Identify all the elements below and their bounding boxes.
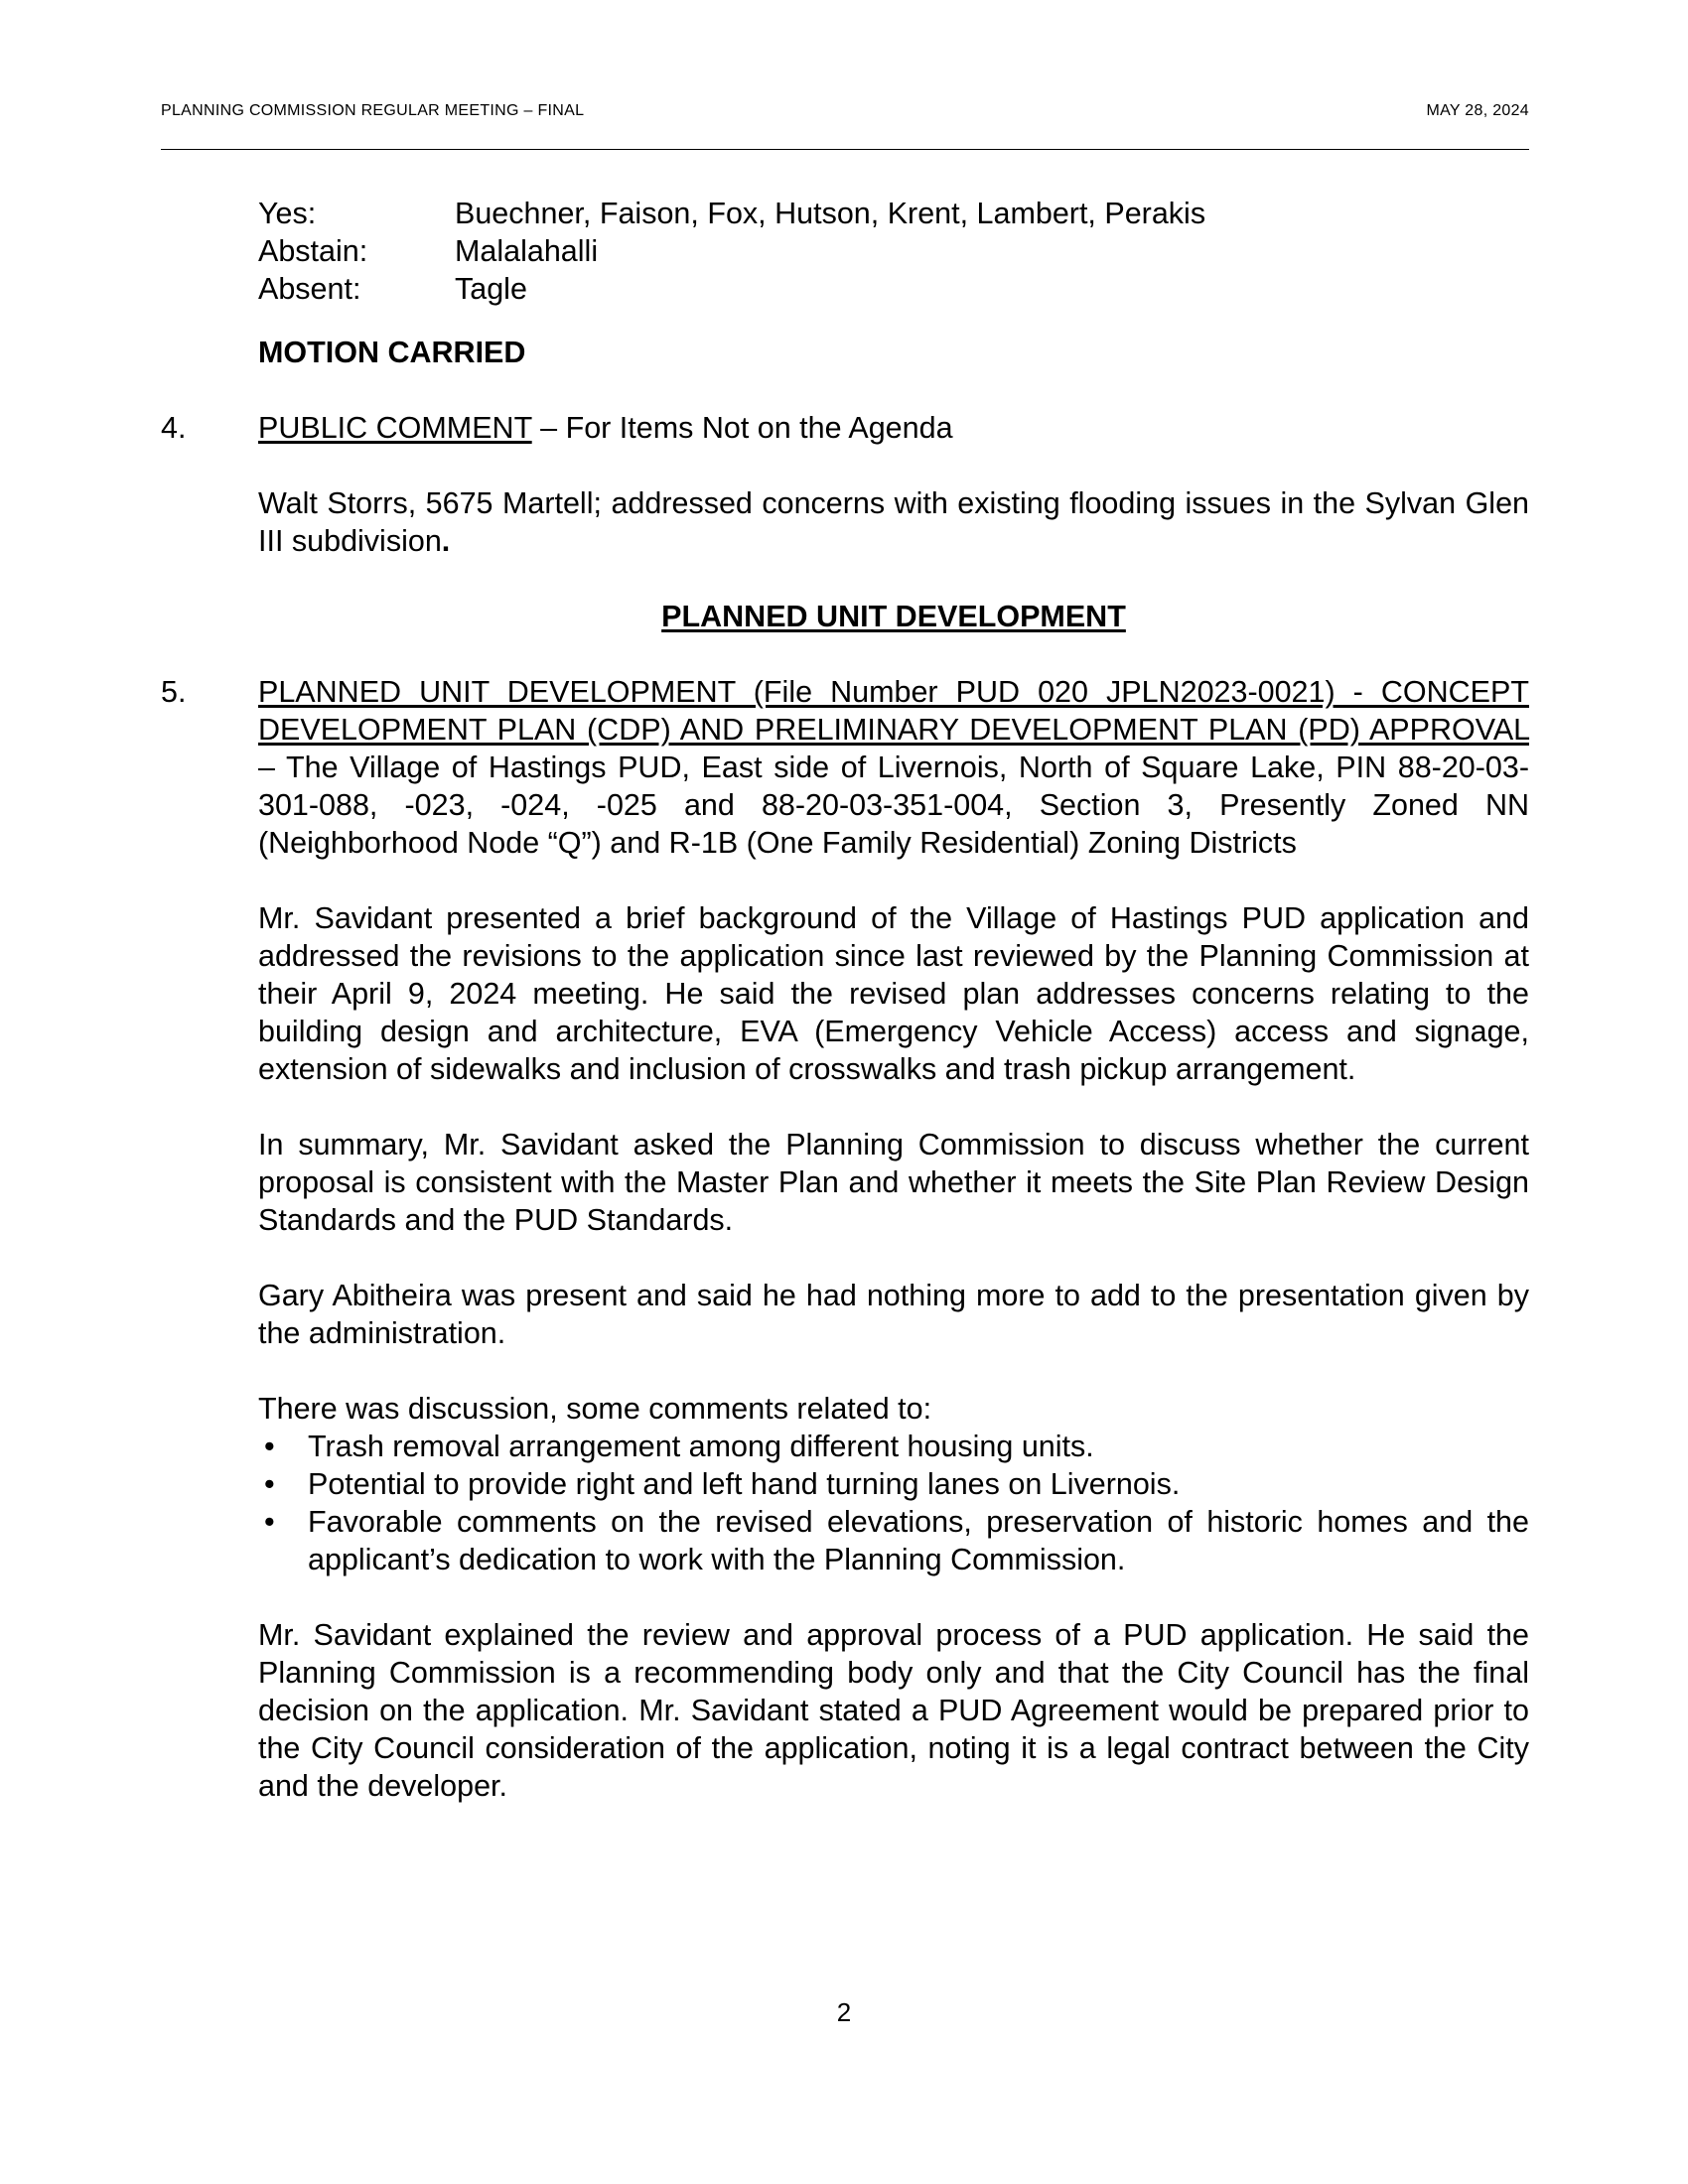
vote-names: Tagle	[455, 272, 527, 306]
header-date: MAY 28, 2024	[1426, 102, 1529, 119]
page-number: 2	[836, 1997, 852, 2027]
list-item	[258, 1428, 1529, 1465]
item-number: 5.	[161, 675, 187, 709]
vote-label: Abstain:	[258, 234, 368, 268]
item-title-suffix: – For Items Not on the Agenda	[531, 411, 953, 445]
section-heading: PLANNED UNIT DEVELOPMENT	[661, 600, 1126, 633]
header-divider	[161, 149, 1529, 150]
vote-names: Buechner, Faison, Fox, Hutson, Krent, Lambert, Perakis	[455, 197, 1206, 230]
bullet-icon: •	[264, 1467, 275, 1501]
paragraph-summary: In summary, Mr. Savidant asked the Planning Commission to discuss whether the current proposal is consistent with the Master Plan and whether it meets the Site Plan Review Design Standards and the PUD Standards.	[258, 1128, 1529, 1237]
header-meeting-title: PLANNING COMMISSION REGULAR MEETING – FINAL	[161, 102, 585, 119]
vote-row-yes	[258, 195, 1205, 232]
comment-end: .	[441, 524, 451, 558]
item-description: – The Village of Hastings PUD, East side of Livernois, North of Square Lake, PIN 88-20-03-301-088, -023, -024, -025 and 88-20-03-351-004, Section 3, Presently Zoned NN (Neighborhood Node “Q”) and R-1B (One Family Residential) Zoning Districts	[258, 751, 1529, 860]
bullet-icon: •	[264, 1505, 275, 1539]
agenda-item-5	[161, 673, 1529, 862]
vote-row-absent	[258, 270, 1205, 308]
vote-names: Malalahalli	[455, 234, 599, 268]
discussion-intro: There was discussion, some comments related to:	[258, 1392, 932, 1426]
discussion-list	[258, 1428, 1529, 1578]
vote-tally	[258, 195, 1205, 308]
paragraph-closing: Mr. Savidant explained the review and approval process of a PUD application. He said the Planning Commission is a recommending body only and that the City Council has the final decision on the application. Mr. Savidant stated a PUD Agreement would be prepared prior to the City Council consideration of the application, noting it is a legal contract between the City and the developer.	[258, 1618, 1529, 1803]
document-body	[161, 195, 1529, 1805]
list-item-text: Trash removal arrangement among different housing units.	[308, 1430, 1094, 1463]
list-item	[258, 1465, 1529, 1503]
item-title: PUBLIC COMMENT	[258, 411, 532, 445]
paragraph-applicant: Gary Abitheira was present and said he had nothing more to add to the presentation given by the administration.	[258, 1279, 1529, 1350]
public-comment-text	[258, 484, 1529, 560]
vote-label: Absent:	[258, 272, 361, 306]
list-item	[258, 1503, 1529, 1578]
item-title: PLANNED UNIT DEVELOPMENT (File Number PUD 020 JPLN2023-0021) - CONCEPT DEVELOPMENT PLAN (CDP) AND PRELIMINARY DEVELOPMENT PLAN (PD) APPROVAL	[258, 675, 1529, 747]
agenda-item-4	[161, 409, 1529, 447]
motion-result: MOTION CARRIED	[258, 336, 526, 369]
vote-row-abstain	[258, 232, 1205, 270]
comment-body: Walt Storrs, 5675 Martell; addressed concerns with existing flooding issues in the Sylvan Glen III subdivision	[258, 486, 1529, 558]
vote-label: Yes:	[258, 197, 317, 230]
item-number: 4.	[161, 411, 187, 445]
list-item-text: Potential to provide right and left hand turning lanes on Livernois.	[308, 1467, 1181, 1501]
bullet-icon: •	[264, 1430, 275, 1463]
paragraph-background: Mr. Savidant presented a brief background of the Village of Hastings PUD application and addressed the revisions to the application since last reviewed by the Planning Commission at their April 9, 2024 meeting. He said the revised plan addresses concerns relating to the building design and architecture, EVA (Emergency Vehicle Access) access and signage, extension of sidewalks and inclusion of crosswalks and trash pickup arrangement.	[258, 901, 1529, 1086]
list-item-text: Favorable comments on the revised elevations, preservation of historic homes and the applicant’s dedication to work with the Planning Commission.	[308, 1505, 1529, 1576]
